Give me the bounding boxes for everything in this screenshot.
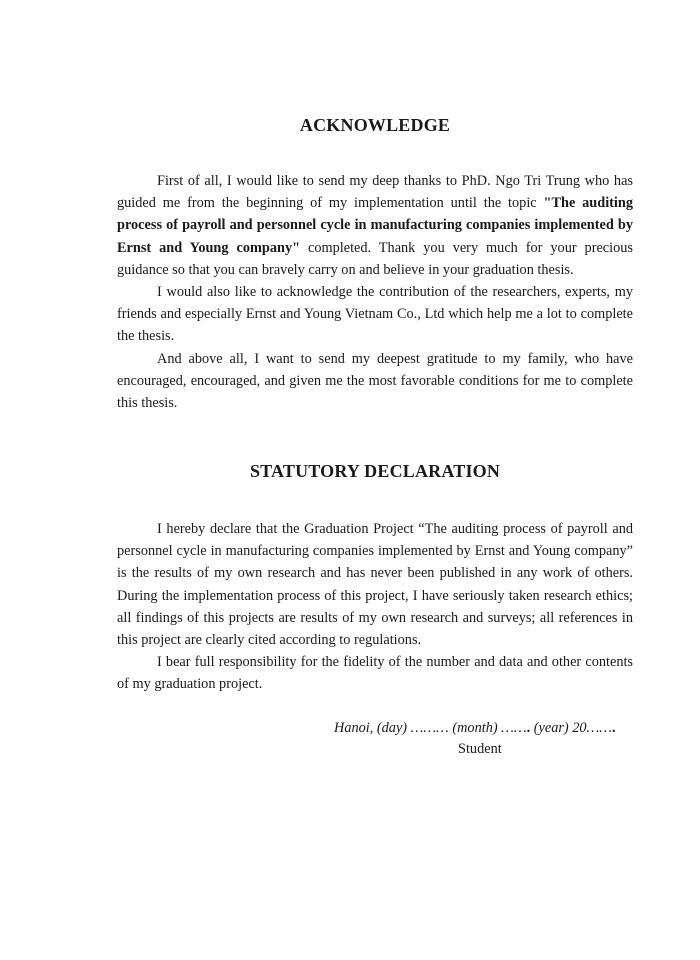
acknowledge-body bbox=[117, 170, 633, 414]
acknowledge-heading: ACKNOWLEDGE bbox=[299, 115, 451, 135]
declaration-heading: STATUTORY DECLARATION bbox=[249, 461, 501, 481]
acknowledge-paragraph-1 bbox=[117, 170, 633, 281]
date-line-text: Hanoi, (day) ……… (month) …… bbox=[334, 720, 527, 736]
date-line-dot: . bbox=[526, 720, 531, 736]
acknowledge-p1-text-end: completed. Thank you very much for your precious guidance so that you can bravely carry on and believe in your graduation thesis. bbox=[117, 239, 633, 278]
acknowledge-p1-text: First of all, I would like to send my deep thanks to PhD. Ngo Tri Trung who has guided me from the beginning of my implementation until the topic bbox=[117, 173, 633, 212]
signature-role: Student bbox=[458, 741, 502, 757]
declaration-paragraph-1: I hereby declare that the Graduation Project “The auditing process of payroll and personnel cycle in manufacturing companies implemented by Ernst and Young company” is the results of my own research and has never been published in any work of others. During the implementation process of this project, I have seriously taken research ethics; all findings of this projects are results of my own research and surveys; all references in this project are clearly cited according to regulations. bbox=[117, 521, 633, 649]
declaration-paragraph-2: I bear full responsibility for the fidelity of the number and data and other contents of my graduation project. bbox=[117, 654, 633, 693]
acknowledge-paragraph-3: And above all, I want to send my deepest gratitude to my family, who have encouraged, encouraged, and given me the most favorable conditions for me to complete this thesis. bbox=[117, 350, 633, 412]
signature-date-line bbox=[334, 720, 616, 737]
year-line-dot: . bbox=[611, 720, 616, 736]
acknowledge-paragraph-2: I would also like to acknowledge the contribution of the researchers, experts, my friends and especially Ernst and Young Vietnam Co., Ltd which help me a lot to complete the thesis. bbox=[117, 284, 633, 345]
year-line-text: (year) 20…… bbox=[530, 720, 612, 736]
thesis-topic-bold: "The auditing process of payroll and personnel cycle in manufacturing companies implemented by Ernst and Young company" bbox=[117, 195, 634, 256]
declaration-body bbox=[117, 518, 633, 696]
